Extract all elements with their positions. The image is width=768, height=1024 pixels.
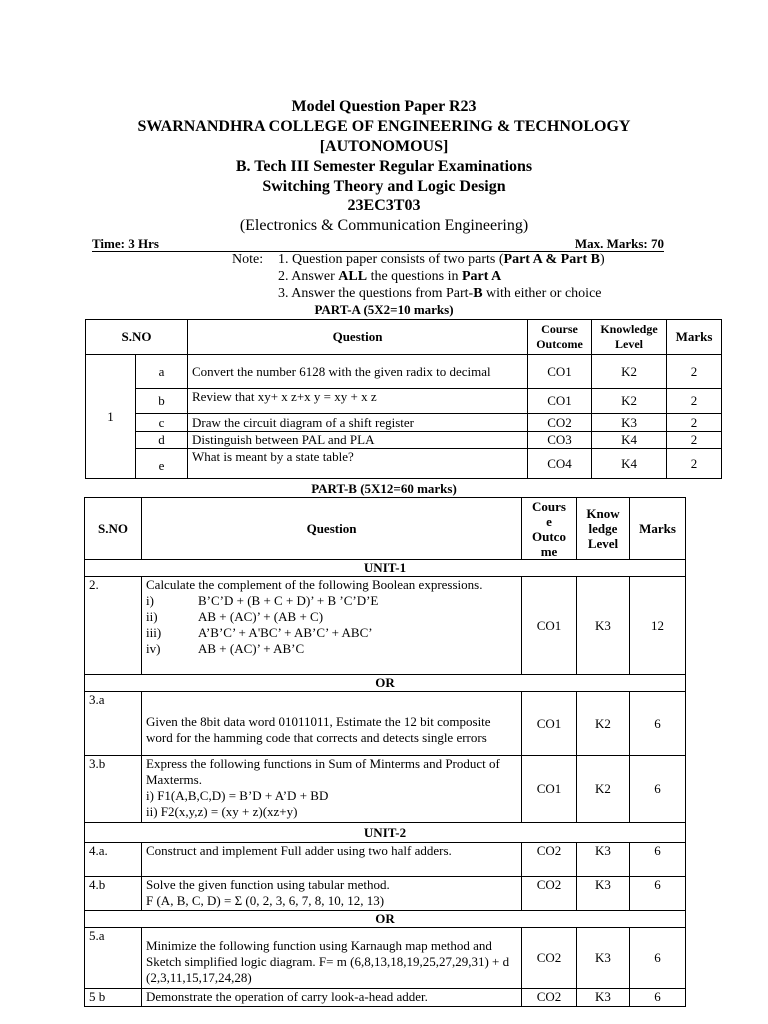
course-outcome: CO1 (522, 692, 577, 756)
knowledge-level: K2 (592, 355, 667, 389)
college-name: SWARNANDHRA COLLEGE OF ENGINEERING & TECHNOLOGY (137, 118, 631, 135)
or-label: OR (85, 675, 686, 692)
question-text (142, 756, 522, 823)
unit-row (85, 560, 686, 577)
table-row (85, 756, 686, 823)
part-a-title: PART-A (5X2=10 marks) (314, 302, 454, 317)
part-b-table (84, 497, 686, 1007)
table-row (86, 432, 722, 449)
sub-label: e (136, 449, 188, 479)
sub-label: d (136, 432, 188, 449)
course-outcome: CO1 (528, 389, 592, 414)
instructions-note (232, 251, 605, 302)
marks: 6 (630, 989, 686, 1007)
marks: 6 (630, 692, 686, 756)
note-2: 2. Answer ALL the questions in Part A (278, 269, 502, 284)
note-1: 1. Question paper consists of two parts (Part A & Part B) (278, 252, 605, 267)
knowledge-level: K3 (577, 877, 630, 911)
table-header-row (86, 320, 722, 355)
course-outcome: CO2 (522, 843, 577, 877)
knowledge-level: K3 (577, 928, 630, 989)
list-item: iv) AB + (AC)’ + AB’C (146, 641, 305, 656)
question-number: 4.b (85, 877, 142, 911)
knowledge-level: K2 (592, 389, 667, 414)
course-outcome: CO1 (522, 756, 577, 823)
part-b-title: PART-B (5X12=60 marks) (311, 481, 457, 496)
header-question: Question (188, 320, 528, 355)
question-line: ii) F2(x,y,z) = (xy + z)(xz+y) (146, 804, 298, 819)
knowledge-level: K4 (592, 449, 667, 479)
table-row (85, 928, 686, 989)
question-line: Solve the given function using tabular method. (146, 877, 390, 892)
question-text: Convert the number 6128 with the given radix to decimal (188, 355, 528, 389)
header-course-outcome: Course Outcome (528, 320, 592, 355)
header-knowledge-level: Know ledge Level (577, 498, 630, 560)
knowledge-level: K3 (577, 989, 630, 1007)
or-row (85, 675, 686, 692)
table-row (86, 389, 722, 414)
question-text: Demonstrate the operation of carry look-a-head adder. (142, 989, 522, 1007)
marks: 6 (630, 928, 686, 989)
marks: 2 (667, 355, 722, 389)
marks: 2 (667, 389, 722, 414)
table-row (85, 989, 686, 1007)
question-text (142, 577, 522, 675)
marks: 12 (630, 577, 686, 675)
unit-2-label: UNIT-2 (85, 823, 686, 843)
exam-meta-row (92, 236, 664, 252)
table-row (85, 843, 686, 877)
header-sno: S.NO (85, 498, 142, 560)
question-number: 1 (86, 355, 136, 479)
course-outcome: CO2 (522, 877, 577, 911)
question-line: F (A, B, C, D) = Σ (0, 2, 3, 6, 7, 8, 10, 12, 13) (146, 893, 385, 908)
question-text: Given the 8bit data word 01011011, Estimate the 12 bit composite word for the hamming code that corrects and detects single errors (142, 692, 522, 756)
question-text: Distinguish between PAL and PLA (188, 432, 528, 449)
subject-name: Switching Theory and Logic Design (262, 178, 506, 195)
time-label: Time: 3 Hrs (92, 236, 159, 251)
marks: 2 (667, 449, 722, 479)
table-row (86, 414, 722, 432)
knowledge-level: K3 (577, 577, 630, 675)
list-item: i) B’C’D + (B + C + D)’ + B ’C’D’E (146, 593, 379, 608)
question-text: Draw the circuit diagram of a shift register (188, 414, 528, 432)
marks: 6 (630, 843, 686, 877)
header-sno: S.NO (86, 320, 188, 355)
paper-title: Model Question Paper R23 (291, 98, 477, 115)
question-number: 5.a (85, 928, 142, 989)
table-header-row (85, 498, 686, 560)
note-3: 3. Answer the questions from Part-B with either or choice (278, 286, 602, 301)
course-outcome: CO2 (528, 414, 592, 432)
unit-row (85, 823, 686, 843)
knowledge-level: K4 (592, 432, 667, 449)
course-outcome: CO4 (528, 449, 592, 479)
header-marks: Marks (667, 320, 722, 355)
question-line: Express the following functions in Sum of Minterms and Product of Maxterms. (146, 756, 500, 787)
marks: 6 (630, 877, 686, 911)
question-text (142, 877, 522, 911)
table-row (85, 877, 686, 911)
course-outcome: CO3 (528, 432, 592, 449)
list-item: iii) A’B’C’ + A'BC’ + AB’C’ + ABC’ (146, 625, 373, 640)
question-number: 3.a (85, 692, 142, 756)
question-text: What is meant by a state table? (188, 449, 528, 479)
marks: 6 (630, 756, 686, 823)
knowledge-level: K3 (577, 843, 630, 877)
course-outcome: CO2 (522, 989, 577, 1007)
question-text: Minimize the following function using Karnaugh map method and Sketch simplified logic diagram. F= m (6,8,13,18,19,25,27,29,31) + d (2,3,11,15,17,24,28) (142, 928, 522, 989)
header-course-outcome: Cours e Outco me (522, 498, 577, 560)
question-number: 4.a. (85, 843, 142, 877)
header-knowledge-level: Knowledge Level (592, 320, 667, 355)
marks: 2 (667, 432, 722, 449)
question-intro: Calculate the complement of the following Boolean expressions. (146, 577, 483, 592)
question-line: i) F1(A,B,C,D) = B’D + A’D + BD (146, 788, 329, 803)
note-label: Note: (232, 252, 264, 267)
knowledge-level: K2 (577, 692, 630, 756)
sub-label: c (136, 414, 188, 432)
branch-name: (Electronics & Communication Engineering) (239, 217, 529, 234)
max-marks-label: Max. Marks: 70 (574, 236, 664, 251)
question-number: 3.b (85, 756, 142, 823)
knowledge-level: K3 (592, 414, 667, 432)
table-row (86, 449, 722, 479)
header-marks: Marks (630, 498, 686, 560)
course-outcome: CO2 (522, 928, 577, 989)
course-outcome: CO1 (522, 577, 577, 675)
exam-name: B. Tech III Semester Regular Examinations (235, 158, 533, 175)
table-row (85, 577, 686, 675)
or-row (85, 911, 686, 928)
table-row (86, 355, 722, 389)
sub-label: a (136, 355, 188, 389)
question-text: Construct and implement Full adder using two half adders. (142, 843, 522, 877)
marks: 2 (667, 414, 722, 432)
part-a-table (85, 319, 722, 479)
sub-label: b (136, 389, 188, 414)
question-text: Review that xy+ x z+x y = xy + x z (188, 389, 528, 414)
subject-code: 23EC3T03 (347, 197, 421, 214)
knowledge-level: K2 (577, 756, 630, 823)
table-row (85, 692, 686, 756)
header-question: Question (142, 498, 522, 560)
or-label: OR (85, 911, 686, 928)
autonomous-label: [AUTONOMOUS] (319, 138, 449, 155)
unit-1-label: UNIT-1 (85, 560, 686, 577)
question-number: 5 b (85, 989, 142, 1007)
question-number: 2. (85, 577, 142, 675)
list-item: ii) AB + (AC)’ + (AB + C) (146, 609, 324, 624)
course-outcome: CO1 (528, 355, 592, 389)
